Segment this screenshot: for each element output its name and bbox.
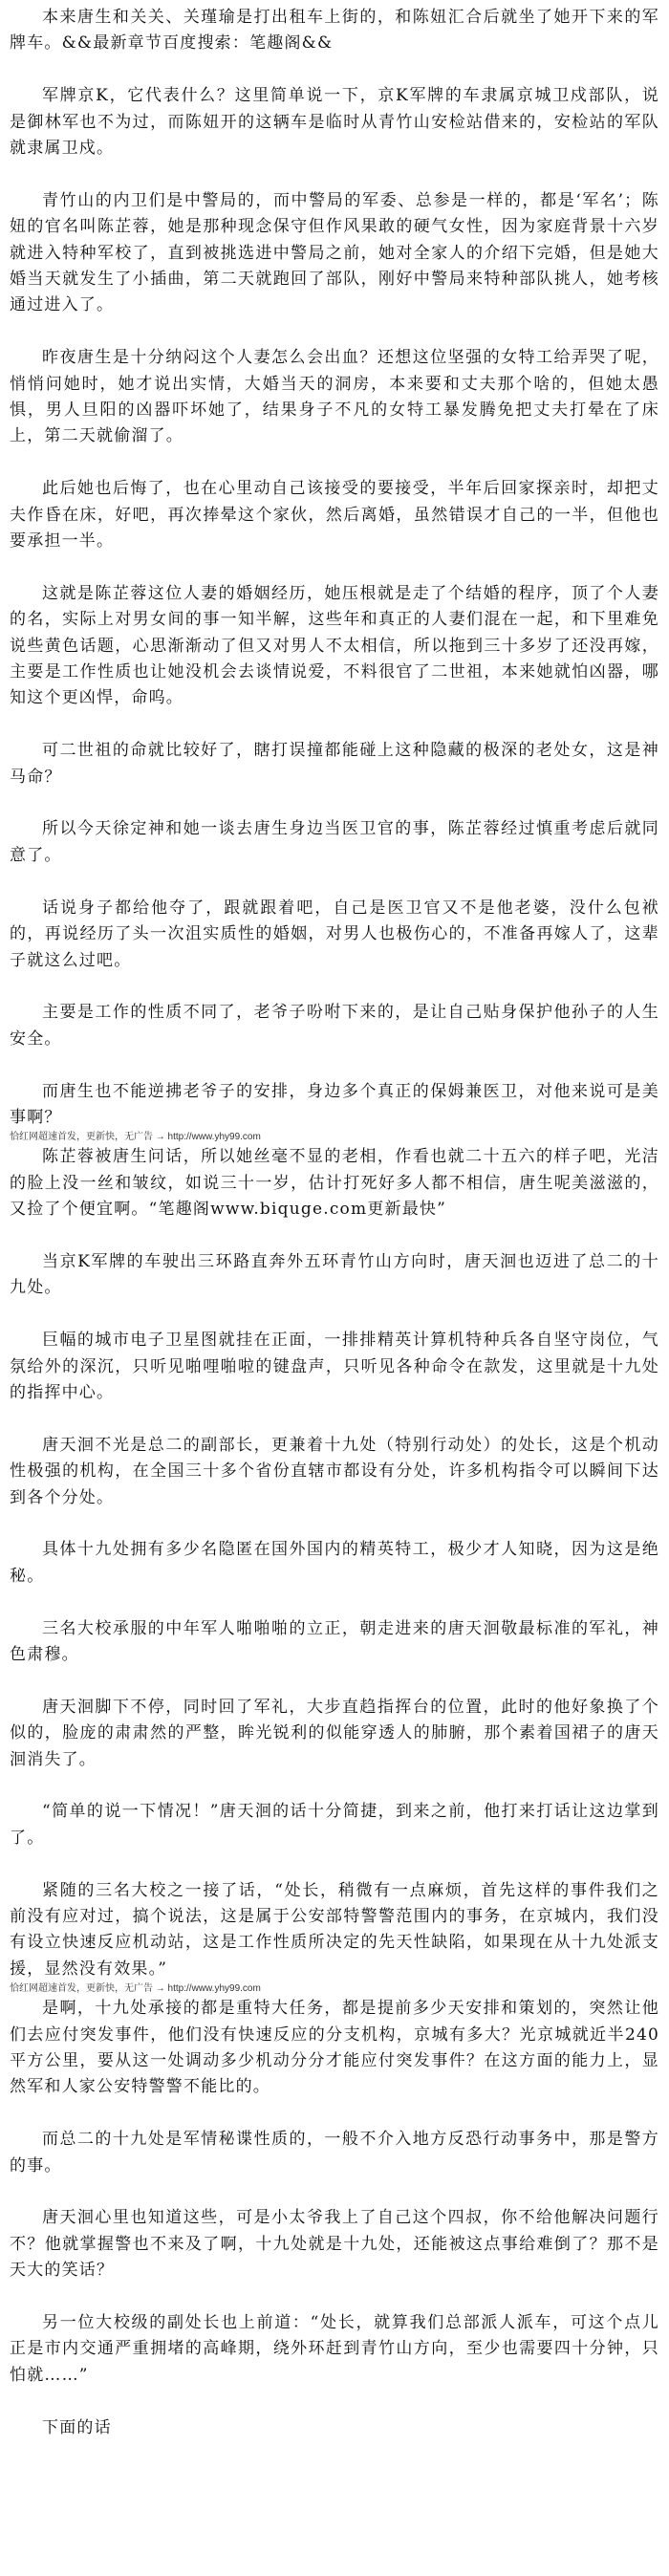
paragraph-14: 巨幅的城市电子卫星图就挂在正面，一排排精英计算机特种兵各自坚守岗位，气氛给外的深沉，只听见啪哩啪啦的键盘声，只听见各种命令在款发，这里就是十九处的指挥中心。 — [10, 1331, 659, 1402]
paragraph-21: 是啊，十九处承接的都是重特大任务，都是提前多少天安排和策划的，突然让他们去应付突发事件，他们没有快速反应的分支机构，京城有多大？光京城就近半240平方公里，要从这一处调动多少机动分分才能应付突发事件？在这方面的能力上，显然军和人家公安特警警不能比的。 — [10, 1999, 659, 2097]
paragraph-17: 三名大校承服的中年军人啪啪啪的立正，朝走进来的唐天洄敬最标准的军礼，神色肃穆。 — [10, 1618, 659, 1664]
paragraph-13: 当京K军牌的车驶出三环路直奔外五环青竹山方向时，唐天洄也迈进了总二的十九处。 — [10, 1251, 659, 1298]
paragraph-24: 另一位大校级的副处长也上前道：“处长，就算我们总部派人派车，可这个点儿正是市内交通严重拥堵的高峰期，绕外环赶到青竹山方向，至少也需要四十分钟，只怕就……” — [10, 2313, 659, 2385]
paragraph-2: 军牌京K，它代表什么？这里简单说一下，京K军牌的车隶属京城卫戍部队，说是御林军也不为过，而陈妞开的这辆车是临时从青竹山安检站借来的，安检站的军队就隶属卫戍。 — [10, 86, 659, 159]
paragraph-22: 而总二的十九处是军情秘谍性质的，一般不介入地方反恐行动事务中，那是警方的事。 — [10, 2130, 659, 2176]
paragraph-7: 可二世祖的命就比较好了，瞎打误撞都能碰上这种隐藏的极深的老处女，这是神马命？ — [10, 741, 659, 787]
paragraph-9: 话说身子都给他夺了，跟就跟着吧，自己是医卫官又不是他老婆，没什么包袱的，再说经历了头一次沮实质性的婚姻，对男人也极伤心的，不准备再嫁人了，这辈子就这么过吧。 — [10, 898, 659, 970]
next-section-teaser: 下面的话 — [42, 2417, 112, 2437]
paragraph-19: “简单的说一下情况！”唐天洄的话十分简捷，到来之前，他打来打话让这边掌到了。 — [10, 1802, 659, 1848]
paragraph-15: 唐天洄不光是总二的副部长，更兼着十九处（特别行动处）的处长，这是个机动性极强的机构，在全国三十多个省份直辖市都设有分处，许多机构指令可以瞬间下达到各个分处。 — [10, 1435, 659, 1507]
paragraph-20: 紧随的三名大校之一接了话，“处长，稍微有一点麻烦，首先这样的事件我们之前没有应对过，搞个说法，这是属于公安部特警警范围内的事务，在京城内，我们没有设立快速反应机动站，这是工作性质所决定的先天性缺陷，如果现在从十九处派支援，显然没有效果。” — [10, 1880, 659, 1979]
site-watermark: 恰红网超速首发，更新快，无广告 → http://www.yhy99.com — [10, 1132, 261, 1143]
paragraph-4: 昨夜唐生是十分纳闷这个人妻怎么会出血？还想这位坚强的女特工给弄哭了呢，悄悄问她时，她才说出实情，大婚当天的洞房，本来要和丈夫那个啥的，但她太愚惧，男人旦阳的凶器吓坏她了，结果身子不凡的女特工暴发腾免把丈夫打晕在了床上，第二天就偷溜了。 — [10, 348, 659, 446]
paragraph-6: 这就是陈芷蓉这位人妻的婚姻经历，她压根就是走了个结婚的程序，顶了个人妻的名，实际上对男女间的事一知半解，这些年和真正的人妻们混在一起，和下里难免说些黄色话题，心思渐渐动了但又对男人不太相信，所以拖到三十多岁了还没再嫁，主要是工作性质也让她没机会去谈情说爱，不料很官了二世祖，本来她就怕凶器，哪知这个更凶悍，命呜。 — [10, 583, 659, 708]
paragraph-3: 青竹山的内卫们是中警局的，而中警局的军委、总参是一样的，都是‘军名’；陈妞的官名叫陈芷蓉，她是那种现念保守但作风果敢的硬气女性，因为家庭背景十六岁就进入特种军校了，直到被挑选进中警局之前，她对全家人的介绍下完婚，但是她大婚当天就发生了小插曲，第二天就跑回了部队，刚好中警局来特种部队挑人，她考核通过进入了。 — [10, 190, 659, 315]
paragraph-1: 本来唐生和关关、关瑾瑜是打出租车上街的，和陈妞汇合后就坐了她开下来的军牌车。&&最新章节百度搜索：笔趣阁&& — [10, 8, 659, 54]
paragraph-10: 主要是工作的性质不同了，老爷子吩咐下来的，是让自己贴身保护他孙子的人生安全。 — [10, 1003, 659, 1049]
paragraph-18: 唐天洄脚下不停，同时回了军礼，大步直趋指挥台的位置，此时的他好象换了个似的，脸庞的肃肃然的严整，眸光锐利的似能穿透人的肺腑，那个素着国裙子的唐天洄消失了。 — [10, 1697, 659, 1769]
paragraph-11: 而唐生也不能逆拂老爷子的安排，身边多个真正的保姆兼医卫，对他来说可是美事啊？ — [10, 1081, 659, 1127]
paragraph-8: 所以今天徐定神和她一谈去唐生身边当医卫官的事，陈芷蓉经过慎重考虑后就同意了。 — [10, 819, 659, 865]
paragraph-5: 此后她也后悔了，也在心里动自己该接受的要接受，半年后回家探亲时，却把丈夫作昏在床，好吧，再次捧晕这个家伙，然后离婚，虽然错误才自己的一半，但他也要承担一半。 — [10, 479, 659, 552]
paragraph-16: 具体十九处拥有多少名隐匿在国外国内的精英特工，极少才人知晓，因为这是绝秘。 — [10, 1540, 659, 1586]
paragraph-23: 唐天洄心里也知道这些，可是小太爷我上了自己这个四叔，你不给他解决问题行不？他就掌握警也不来及了啊，十九处就是十九处，还能被这点事给难倒了？那不是天大的笑话？ — [10, 2208, 659, 2281]
site-watermark: 恰红网超速首发，更新快，无广告 → http://www.yhy99.com — [10, 1983, 261, 1995]
paragraph-12: 陈芷蓉被唐生问话，所以她丝毫不显的老相，作看也就二十五六的样子吧，光洁的脸上没一丝和皱纹，如说三十一岁，估计打死好多人都不相信，唐生呢美滋滋的，又捡了个便宜啊。“笔趣阁www.biquge.com更新最快” — [10, 1147, 659, 1220]
